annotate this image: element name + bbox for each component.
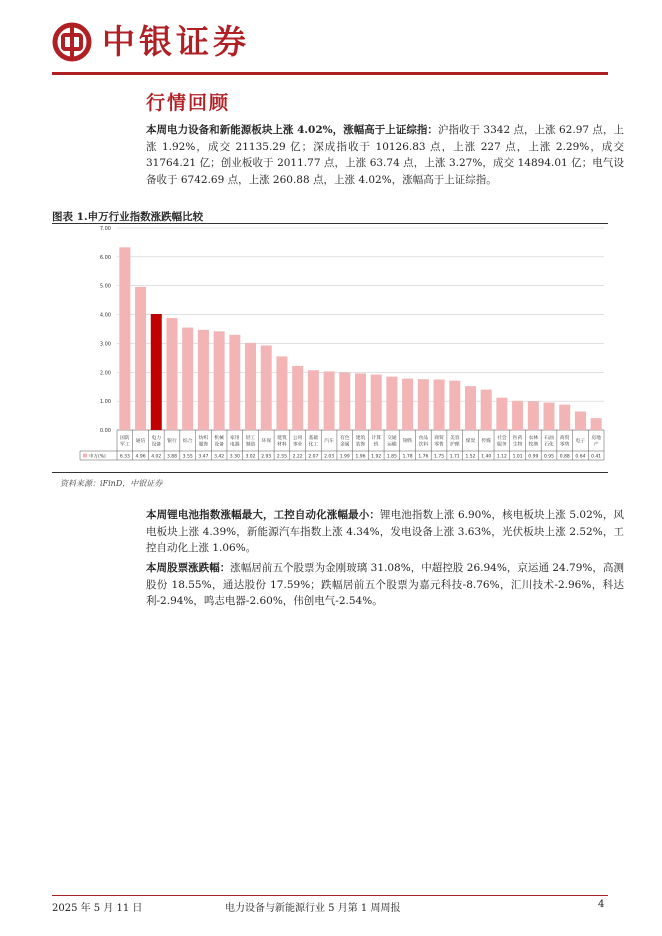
bar bbox=[261, 345, 272, 430]
data-label: 0.64 bbox=[575, 454, 586, 460]
x-tick-label: 电子 bbox=[575, 439, 586, 444]
data-label: 1.78 bbox=[402, 454, 413, 460]
data-label: 1.92 bbox=[371, 454, 382, 460]
paragraph-lead: 本周股票涨跌幅： bbox=[146, 562, 231, 574]
x-tick-label: 建筑材料 bbox=[277, 436, 287, 448]
x-tick-label: 基础化工 bbox=[308, 436, 319, 448]
bar bbox=[559, 405, 570, 430]
bar bbox=[308, 370, 319, 430]
x-tick-label: 计算机 bbox=[371, 436, 382, 448]
x-tick-label: 社会服务 bbox=[497, 436, 507, 448]
legend-swatch bbox=[83, 454, 87, 458]
bar bbox=[229, 335, 240, 430]
y-tick-label: 6.00 bbox=[99, 254, 111, 261]
x-tick-label: 公用事业 bbox=[292, 436, 303, 448]
footer-divider bbox=[52, 895, 608, 896]
bar bbox=[245, 343, 256, 430]
x-tick-label: 石油石化 bbox=[544, 436, 554, 448]
bar bbox=[182, 328, 193, 430]
bar bbox=[434, 380, 445, 431]
bar bbox=[324, 371, 335, 430]
x-tick-label: 国防军工 bbox=[120, 436, 130, 448]
x-tick-label: 机械设备 bbox=[214, 436, 224, 448]
x-tick-label: 煤炭 bbox=[465, 439, 476, 444]
section-title: 行情回顾 bbox=[146, 92, 231, 114]
bar bbox=[166, 318, 177, 430]
x-tick-label: 环保 bbox=[261, 439, 272, 444]
data-label: 2.03 bbox=[324, 454, 335, 460]
bar bbox=[292, 366, 303, 430]
data-label: 3.55 bbox=[182, 454, 193, 460]
bar bbox=[119, 247, 130, 430]
brand-name: 中银证券 bbox=[102, 22, 250, 61]
x-tick-label: 交通运输 bbox=[387, 436, 397, 448]
paragraph-body: 锂电池指数上涨 6.90%，核电板块上涨 5.02%，风电板块上涨 4.39%，新能源汽车指数上涨 4.34%，发电设备上涨 3.63%，光伏板块上涨 2.52%，工控自动化上涨 1.06%。 bbox=[146, 509, 625, 554]
bar bbox=[418, 379, 429, 430]
footer-page-number: 4 bbox=[598, 899, 605, 910]
x-tick-label: 银行 bbox=[167, 439, 177, 444]
data-label: 3.02 bbox=[245, 454, 256, 460]
x-tick-label: 商贸零售 bbox=[559, 436, 570, 448]
data-label: 0.88 bbox=[559, 454, 570, 460]
x-tick-label: 通信 bbox=[135, 439, 146, 444]
y-tick-label: 5.00 bbox=[99, 283, 111, 290]
data-label: 0.41 bbox=[591, 454, 602, 460]
data-label: 1.71 bbox=[449, 454, 460, 460]
bar bbox=[402, 379, 413, 430]
bar bbox=[449, 381, 460, 430]
data-label: 2.07 bbox=[308, 454, 319, 460]
x-tick-label: 钢铁 bbox=[402, 439, 413, 444]
data-label: 1.99 bbox=[339, 454, 350, 460]
data-label: 4.96 bbox=[135, 454, 146, 460]
data-label: 3.88 bbox=[166, 454, 177, 460]
data-label: 2.93 bbox=[261, 454, 272, 460]
x-tick-label: 建筑装饰 bbox=[355, 436, 366, 448]
x-tick-label: 家用电器 bbox=[230, 436, 240, 448]
data-label: 3.42 bbox=[214, 454, 225, 460]
x-tick-label: 商贸零售 bbox=[434, 436, 444, 448]
x-tick-label: 轻工制造 bbox=[245, 436, 256, 448]
paragraph-body: 沪指收于 3342 点，上涨 62.97 点，上涨 1.92%，成交 21135.29 亿；深成指收于 10126.83 点，上涨 227 点，上涨 2.29%，成交 31764.21 亿；创业板收于 2011.77 点，上涨 63.74 点，上涨 3.27%，成交 14894.01 亿；电气设备收于 6742.69 点，上涨 260.88 点，上涨 4.02%，涨幅高于上证综指。 bbox=[146, 124, 624, 186]
bar bbox=[591, 418, 602, 430]
x-tick-label: 综合 bbox=[182, 439, 193, 444]
data-label: 1.85 bbox=[386, 454, 397, 460]
x-tick-label: 美容护理 bbox=[449, 436, 460, 448]
data-label: 0.99 bbox=[528, 454, 539, 460]
data-label: 1.12 bbox=[496, 454, 507, 460]
bar bbox=[214, 331, 225, 430]
data-label: 1.52 bbox=[465, 454, 476, 460]
data-label: 1.96 bbox=[355, 454, 366, 460]
bar bbox=[465, 386, 476, 430]
data-label: 1.75 bbox=[434, 454, 445, 460]
data-label: 6.33 bbox=[119, 454, 130, 460]
bar bbox=[135, 287, 146, 430]
y-tick-label: 3.00 bbox=[99, 341, 111, 348]
data-label: 1.76 bbox=[418, 454, 429, 460]
bar bbox=[512, 401, 523, 430]
data-label: 3.47 bbox=[198, 454, 209, 460]
paragraph-lithium-index bbox=[146, 507, 624, 557]
data-label: 4.02 bbox=[151, 454, 162, 460]
footer-date: 2025 年 5 月 11 日 bbox=[52, 903, 143, 914]
x-tick-label: 食品饮料 bbox=[418, 436, 429, 448]
figure-title: 图表 1.申万行业指数涨跌幅比较 bbox=[52, 211, 204, 223]
paragraph-body: 涨幅居前五个股票为金刚玻璃 31.08%，中超控股 26.94%，京运通 24.79%，高测股份 18.55%，通达股份 17.59%；跌幅居前五个股票为嘉元科技-8.76%，汇川技术-2.96%，科达利-2.94%，鸣志电器-2.60%，伟创电气-2.54%。 bbox=[146, 562, 625, 607]
bar bbox=[528, 401, 539, 430]
x-tick-label: 医药生物 bbox=[512, 436, 523, 448]
x-tick-label: 传媒 bbox=[481, 439, 491, 444]
bar bbox=[339, 373, 350, 430]
footer-doc-title: 电力设备与新能源行业 5 月第 1 周周报 bbox=[225, 903, 401, 914]
y-tick-label: 0.00 bbox=[99, 428, 111, 434]
bar bbox=[198, 330, 209, 430]
data-label: 1.40 bbox=[481, 454, 492, 460]
bar bbox=[481, 390, 492, 430]
x-tick-label: 农林牧渔 bbox=[528, 436, 539, 448]
data-label: 0.95 bbox=[544, 454, 555, 460]
figure-source: 资料来源：iFinD，中银证券 bbox=[60, 479, 163, 488]
bar bbox=[151, 314, 162, 430]
data-label: 2.55 bbox=[276, 454, 287, 460]
bar bbox=[355, 373, 366, 430]
bar bbox=[371, 375, 382, 430]
x-tick-label: 纺织服饰 bbox=[198, 436, 209, 448]
data-label: 2.22 bbox=[292, 454, 303, 460]
bar bbox=[276, 356, 287, 430]
bar bbox=[575, 412, 586, 430]
bar bbox=[544, 403, 555, 430]
paragraph-lead: 本周电力设备和新能源板块上涨 4.02%，涨幅高于上证综指： bbox=[146, 124, 438, 136]
x-tick-label: 汽车 bbox=[324, 439, 334, 444]
y-tick-label: 7.00 bbox=[99, 226, 111, 232]
paragraph-stock-movers bbox=[146, 560, 624, 610]
x-tick-label: 电力设备 bbox=[151, 436, 162, 448]
y-tick-label: 4.00 bbox=[99, 312, 111, 319]
data-label: 1.01 bbox=[512, 454, 523, 460]
series-label: 申万(%) bbox=[89, 454, 106, 460]
bar bbox=[496, 398, 507, 430]
x-tick-label: 房地产 bbox=[591, 436, 601, 448]
paragraph-lead: 本周锂电池指数涨幅最大，工控自动化涨幅最小： bbox=[146, 509, 381, 521]
x-tick-label: 有色金属 bbox=[339, 436, 350, 448]
y-tick-label: 2.00 bbox=[99, 370, 111, 377]
figure-bottom-rule bbox=[52, 472, 608, 473]
bar bbox=[386, 377, 397, 430]
y-tick-label: 1.00 bbox=[99, 399, 111, 406]
data-label: 3.30 bbox=[229, 454, 240, 460]
